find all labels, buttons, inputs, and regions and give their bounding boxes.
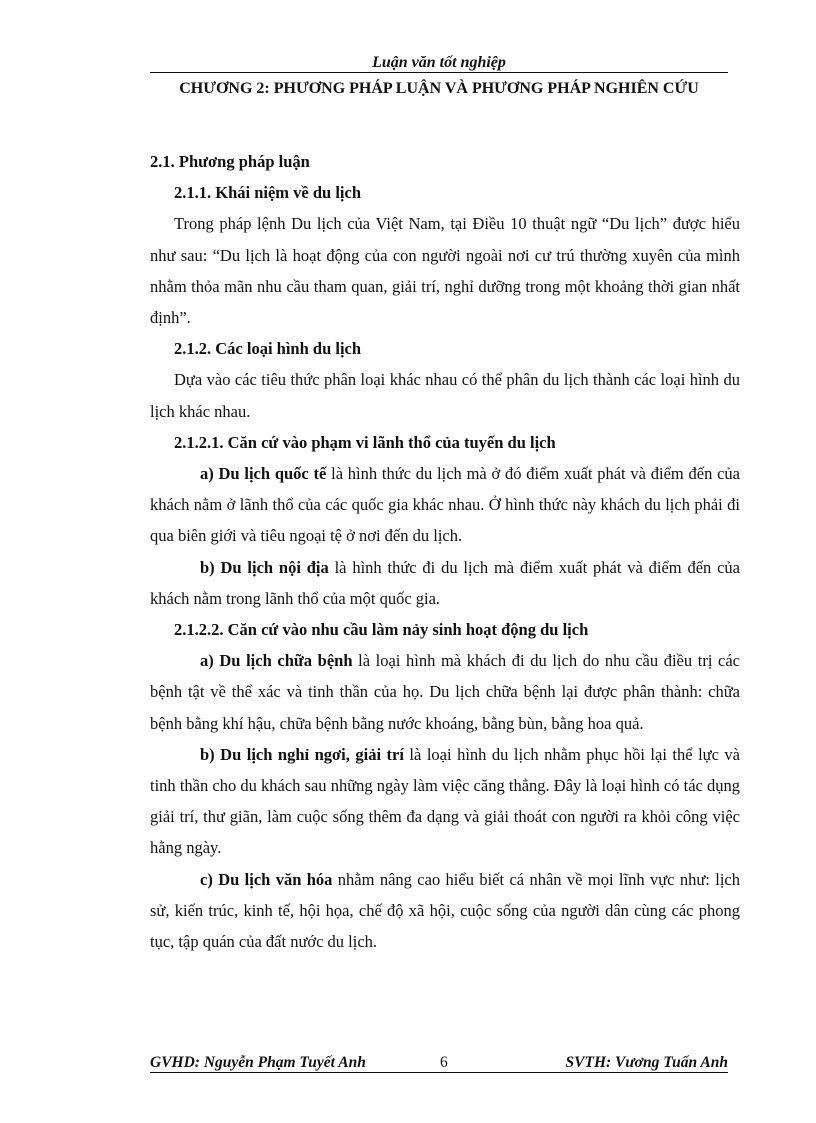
text-domestic-tourism: là hình thức đi du lịch mà điểm xuất phát và điểm đến của khách nằm trong lãnh thổ của một quốc gia. [150, 557, 740, 608]
term-cultural-tourism: c) Du lịch văn hóa [200, 869, 333, 889]
section-heading-2-1: 2.1. Phương pháp luận [150, 152, 310, 171]
term-domestic-tourism: b) Du lịch nội địa [200, 557, 329, 577]
section-heading-2-1-2-1: 2.1.2.1. Căn cứ vào phạm vi lãnh thổ của tuyến du lịch [174, 432, 556, 452]
page-footer [150, 1054, 728, 1072]
footer-advisor: GVHD: Nguyễn Phạm Tuyết Anh [150, 1054, 366, 1071]
chapter-title: CHƯƠNG 2: PHƯƠNG PHÁP LUẬN VÀ PHƯƠNG PHÁP NGHIÊN CỨU [179, 80, 699, 97]
section-heading-2-1-1: 2.1.1. Khái niệm về du lịch [174, 183, 362, 203]
text-medical-tourism: là loại hình mà khách đi du lịch do nhu cầu điều trị các bệnh tật về thể xác và tinh thần của họ. Du lịch chữa bệnh lại được phân thành: chữa bệnh bằng khí hậu, chữa bệnh bằng nước khoáng, bằng bùn, bằng hoa quả. [150, 651, 740, 733]
term-medical-tourism: a) Du lịch chữa bệnh [200, 651, 353, 671]
paragraph-leisure-tourism [150, 739, 740, 864]
section-heading-2-1-2: 2.1.2. Các loại hình du lịch [174, 339, 362, 359]
page-number: 6 [440, 1054, 448, 1071]
paragraph-domestic-tourism [150, 552, 740, 614]
text-international-tourism: là hình thức du lịch mà ở đó điểm xuất phát và điểm đến của khách nằm ở lãnh thổ của các quốc gia khác nhau. Ở hình thức này khách du lịch phải đi qua biên giới và tiêu ngoại tệ ở nơi đến du lịch. [150, 464, 740, 546]
text-cultural-tourism: nhằm nâng cao hiểu biết cá nhân về mọi lĩnh vực như: lịch sử, kiến trúc, kinh tế, hội họa, chế độ xã hội, cuộc sống của người dân cùng các phong tục, tập quán của đất nước du lịch. [150, 869, 740, 952]
paragraph-medical-tourism [150, 645, 740, 739]
document-body [150, 146, 740, 957]
term-leisure-tourism: b) Du lịch nghỉ ngơi, giải trí [200, 744, 404, 764]
paragraph-definition: Trong pháp lệnh Du lịch của Việt Nam, tại Điều 10 thuật ngữ “Du lịch” được hiểu như sau: “Du lịch là hoạt động của con người ngoài nơi cư trú thường xuyên của mình nhằm thỏa mãn nhu cầu tham quan, giải trí, nghỉ dưỡng trong một khoảng thời gian nhất định”. [150, 214, 740, 328]
paragraph-classification: Dựa vào các tiêu thức phân loại khác nhau có thể phân du lịch thành các loại hình du lịch khác nhau. [150, 370, 740, 421]
running-header: Luận văn tốt nghiệp [372, 54, 506, 71]
paragraph-cultural-tourism [150, 864, 740, 958]
term-international-tourism: a) Du lịch quốc tế [200, 464, 327, 484]
footer-rule [150, 1072, 728, 1073]
header-rule [150, 72, 728, 73]
paragraph-international-tourism [150, 458, 740, 552]
footer-student: SVTH: Vương Tuấn Anh [565, 1054, 728, 1071]
text-leisure-tourism: là loại hình du lịch nhằm phục hồi lại thể lực và tinh thần cho du khách sau những ngày làm việc căng thẳng. Đây là loại hình có tác dụng giải trí, thư giãn, làm cuộc sống thêm đa dạng và giải thoát con người ra khỏi công việc hằng ngày. [150, 744, 740, 858]
section-heading-2-1-2-2: 2.1.2.2. Căn cứ vào nhu cầu làm nảy sinh hoạt động du lịch [174, 620, 589, 640]
